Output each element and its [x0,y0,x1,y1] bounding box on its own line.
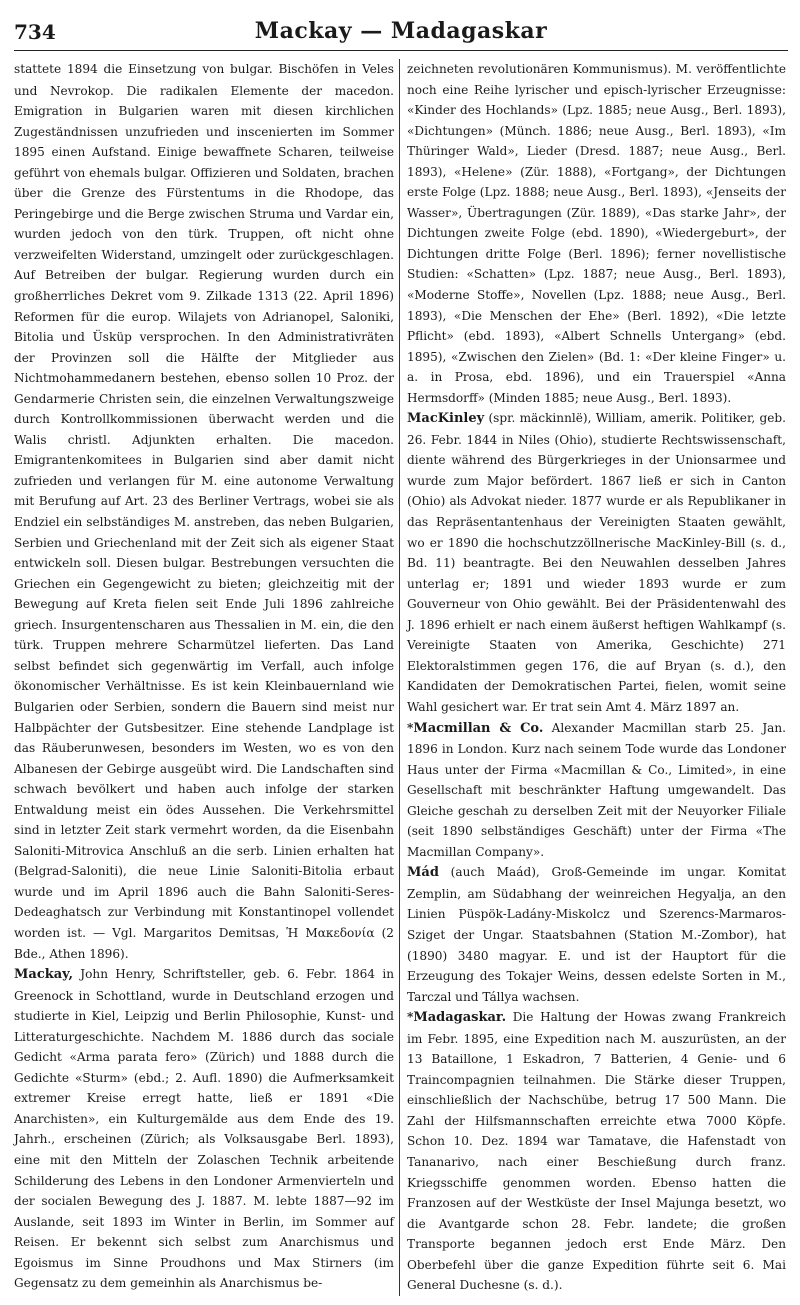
entry-text: Die Haltung der Howas zwang Frankreich im Febr. 1895, eine Expedition nach M. auszurüsten, an der 13 Bataillone, 1 Eskadron, 7 Batterien, 4 Genie- und 6 Traincompagnien teilnahmen. Die Stärke dieser Truppen, einschließlich der Nachschübe, betrug 17 500 Mann. Die Zahl der Hilfsmannschaften erreichte etwa 7000 Köpfe. Schon 10. Dez. 1894 war Tamatave, die Hafenstadt von Tananarivo, nach einer Beschießung durch franz. Kriegsschiffe genommen worden. Ebenso hatten die Franzosen auf der Westküste der Insel Majunga besetzt, wo die Avantgarde schon 28. Febr. landete; die großen Transporte begannen jedoch erst Ende März. Den Oberbefehl über die ganze Expedition führte seit 6. Mai General Duchesne (s. d.). [407,1010,786,1293]
entry-asterisk: * [407,720,414,735]
entry-asterisk: * [407,1010,414,1025]
entry-text: Alexander Macmillan starb 25. Jan. 1896 in London. Kurz nach seinem Tode wurde das Londoner Haus unter der Firma «Macmillan & Co., Limited», in eine Gesellschaft mit beschränkter Haftung umgewandelt. Das Gleiche geschah zu derselben Zeit mit der Neuyorker Filiale (seit 1890 selbständiges Geschäft) unter der Firma «The Macmillan Company». [407,720,787,859]
page-header [14,10,788,51]
entry-headword: Madagaskar. [413,1010,507,1026]
entry-paragraph [407,59,786,408]
entry-paragraph [14,59,394,964]
entry-mackay [14,964,394,1294]
running-title: Mackay — Madagaskar [254,18,548,44]
entry-macmillan [407,718,786,863]
entry-mad [407,862,786,1007]
entry-text: (auch Maád), Groß-Gemeinde im ungar. Komitat Zemplin, am Südabhang der weinreichen Hegyalja, an den Linien Püspök-Ladány-Miskolcz und Szerencs-Marmaros-Sziget der Ungar. Staatsbahnen (Station M.-Zombor), hat (1890) 3480 magyar. E. und ist der Hauptort für die Erzeugung des Tokajer Weins, dessen edelste Sorten in M., Tarczal und Tállya wachsen. [407,865,786,1004]
text-columns [14,59,788,1296]
entry-text: zeichneten revolutionären Kommunismus). M. veröffentlichte noch eine Reihe lyrischer und episch-lyrischer Erzeugnisse: «Kinder des Hochlands» (Lpz. 1885; neue Ausg., Berl. 1893), «Dichtungen» (Münch. 1886; neue Ausg., Berl. 1893), «Im Thüringer Wald», Lieder (Dresd. 1887; neue Ausg., Berl. 1893), «Helene» (Zür. 1888), «Fortgang», der Dichtungen erste Folge (Lpz. 1888; neue Ausg., Berl. 1893), «Jenseits der Wasser», Übertragungen (Zür. 1889), «Das starke Jahr», der Dichtungen zweite Folge (ebd. 1890), «Wiedergeburt», der Dichtungen dritte Folge (Berl. 1896); ferner novellistische Studien: «Schatten» (Lpz. 1887; neue Ausg., Berl. 1893), «Moderne Stoffe», Novellen (Lpz. 1888; neue Ausg., Berl. 1893), «Die Menschen der Ehe» (Berl. 1892), «Die letzte Pflicht» (ebd. 1893), «Albert Schnells Untergang» (ebd. 1895), «Zwischen den Zielen» (Bd. 1: «Der kleine Finger» u. a. in Prosa, ebd. 1896), und ein Trauerspiel «Anna Hermsdorff» (Minden 1885; neue Ausg., Berl. 1893). [407,62,786,405]
page-number: 734 [14,20,56,44]
entry-madagaskar [407,1007,786,1296]
entry-headword: Macmillan & Co. [413,720,544,736]
entry-text: (spr. mäckinnlë), William, amerik. Politiker, geb. 26. Febr. 1844 in Niles (Ohio), studierte Rechtswissenschaft, diente während des Bürgerkrieges in der Unionsarmee und wurde zum Major befördert. 1867 ließ er sich in Canton (Ohio) als Advokat nieder. 1877 wurde er als Republikaner in das Repräsentantenhaus der Vereinigten Staaten gewählt, wo er 1890 die hochschutzzöllnerische MacKinley-Bill (s. d., Bd. 11) beantragte. Bei den Neuwahlen desselben Jahres unterlag er; 1891 und wieder 1893 wurde er zum Gouverneur von Ohio gewählt. Bei der Präsidentenwahl des J. 1896 erhielt er nach einem äußerst heftigen Wahlkampf (s. Vereinigte Staaten von Amerika, Geschichte) 271 Elektoralstimmen gegen 176, die auf Bryan (s. d.), den Kandidaten der Demokratischen Partei, fielen, womit seine Wahl gesichert war. Er trat sein Amt 4. März 1897 an. [407,411,786,714]
entry-headword: Mackay, [14,967,73,983]
right-column [401,59,786,1296]
entry-text: stattete 1894 die Einsetzung von bulgar. Bischöfen in Veles und Nevrokop. Die radikalen Elemente der macedon. Emigration in Bulgarien waren mit diesen kirchlichen Zugeständnissen unzufrieden und inscenierten im Sommer 1895 einen Aufstand. Einige bewaffnete Scharen, teilweise geführt von ehemals bulgar. Offizieren und Soldaten, brachen über die Grenze des Fürstentums in die Rhodope, das Peringebirge und die Berge zwischen Struma und Vardar ein, wurden jedoch von den türk. Truppen, oft nicht ohne verzweifelten Widerstand, umzingelt oder zurückgeschlagen. Auf Betreiben der bulgar. Regierung wurden durch ein großherrliches Dekret vom 9. Zilkade 1313 (22. April 1896) Reformen für die europ. Wilajets von Adrianopel, Saloniki, Bitolia und Üsküp versprochen. In den Administrativräten der Provinzen soll die Hälfte der Mitglieder aus Nichtmohammedanern bestehen, ebenso sollen 10 Proz. der Gendarmerie Christen sein, die einzelnen Verwaltungszweige durch Kontrollkommissionen überwacht werden und die Walis christl. Adjunkten erhalten. Die macedon. Emigrantenkomitees in Bulgarien sind aber damit nicht zufrieden und verlangen für M. eine autonome Verwaltung mit Berufung auf Art. 23 des Berliner Vertrags, wobei sie als Endziel ein selbständiges M. anstreben, das neben Bulgarien, Serbien und Griechenland mit der Zeit sich als eigener Staat entwickeln soll. Diesen bulgar. Bestrebungen versuchten die Griechen ein Gegengewicht zu bieten; gleichzeitig mit der Bewegung auf Kreta fielen seit Ende Juli 1896 zahlreiche griech. Insurgentenscharen aus Thessalien in M. ein, die den türk. Truppen mehrere Scharmützel lieferten. Das Land selbst befindet sich gegenwärtig im Verfall, auch infolge ökonomischer Verhältnisse. Es ist kein Kleinbauernland wie Bulgarien oder Serbien, sondern die Bauern sind meist nur Halbpächter der Gutsbesitzer. Eine stehende Landplage ist das Räuberunwesen, besonders im Westen, wo es von den Albanesen der Gebirge ausgeübt wird. Die Landschaften sind schwach bevölkert und haben auch infolge der starken Entwaldung meist ein ödes Aussehen. Die Verkehrsmittel sind in letzter Zeit stark vermehrt worden, da die Eisenbahn Saloniti-Mitrovica Anschluß an die serb. Linien erhalten hat (Belgrad-Saloniti), die neue Linie Saloniti-Bitolia erbaut wurde und im April 1896 auch die Bahn Saloniti-Seres-Dedeaghatsch zur Verbindung mit Konstantinopel vollendet worden ist. — Vgl. Margaritos Demitsas, Ἡ Μακεδονία (2 Bde., Athen 1896). [14,62,395,961]
entry-text: John Henry, Schriftsteller, geb. 6. Febr. 1864 in Greenock in Schottland, wurde in Deutschland erzogen und studierte in Kiel, Leipzig und Berlin Philosophie, Kunst- und Litteraturgeschichte. Nachdem M. 1886 durch das sociale Gedicht «Arma parata fero» (Zürich) und 1888 durch die Gedichte «Sturm» (ebd.; 2. Aufl. 1890) die Aufmerksamkeit extremer Kreise erregt hatte, ließ er 1891 «Die Anarchisten», ein Kulturgemälde aus dem Ende des 19. Jahrh., erscheinen (Zürich; als Volksausgabe Berl. 1893), eine mit den Mitteln der Zolaschen Technik arbeitende Schilderung des Lebens in den Londoner Armenvierteln und der socialen Bewegung des J. 1887. M. lebte 1887—92 im Auslande, seit 1893 im Winter in Berlin, im Sommer auf Reisen. Er bekennt sich selbst zum Anarchismus und Egoismus im Sinne Proudhons und Max Stirners (im Gegensatz zu dem gemeinhin als Anarchismus be- [14,967,394,1291]
entry-headword: MacKinley [407,411,485,427]
entry-mackinley [407,408,786,717]
entry-headword: Mád [407,865,439,881]
left-column [14,59,399,1296]
